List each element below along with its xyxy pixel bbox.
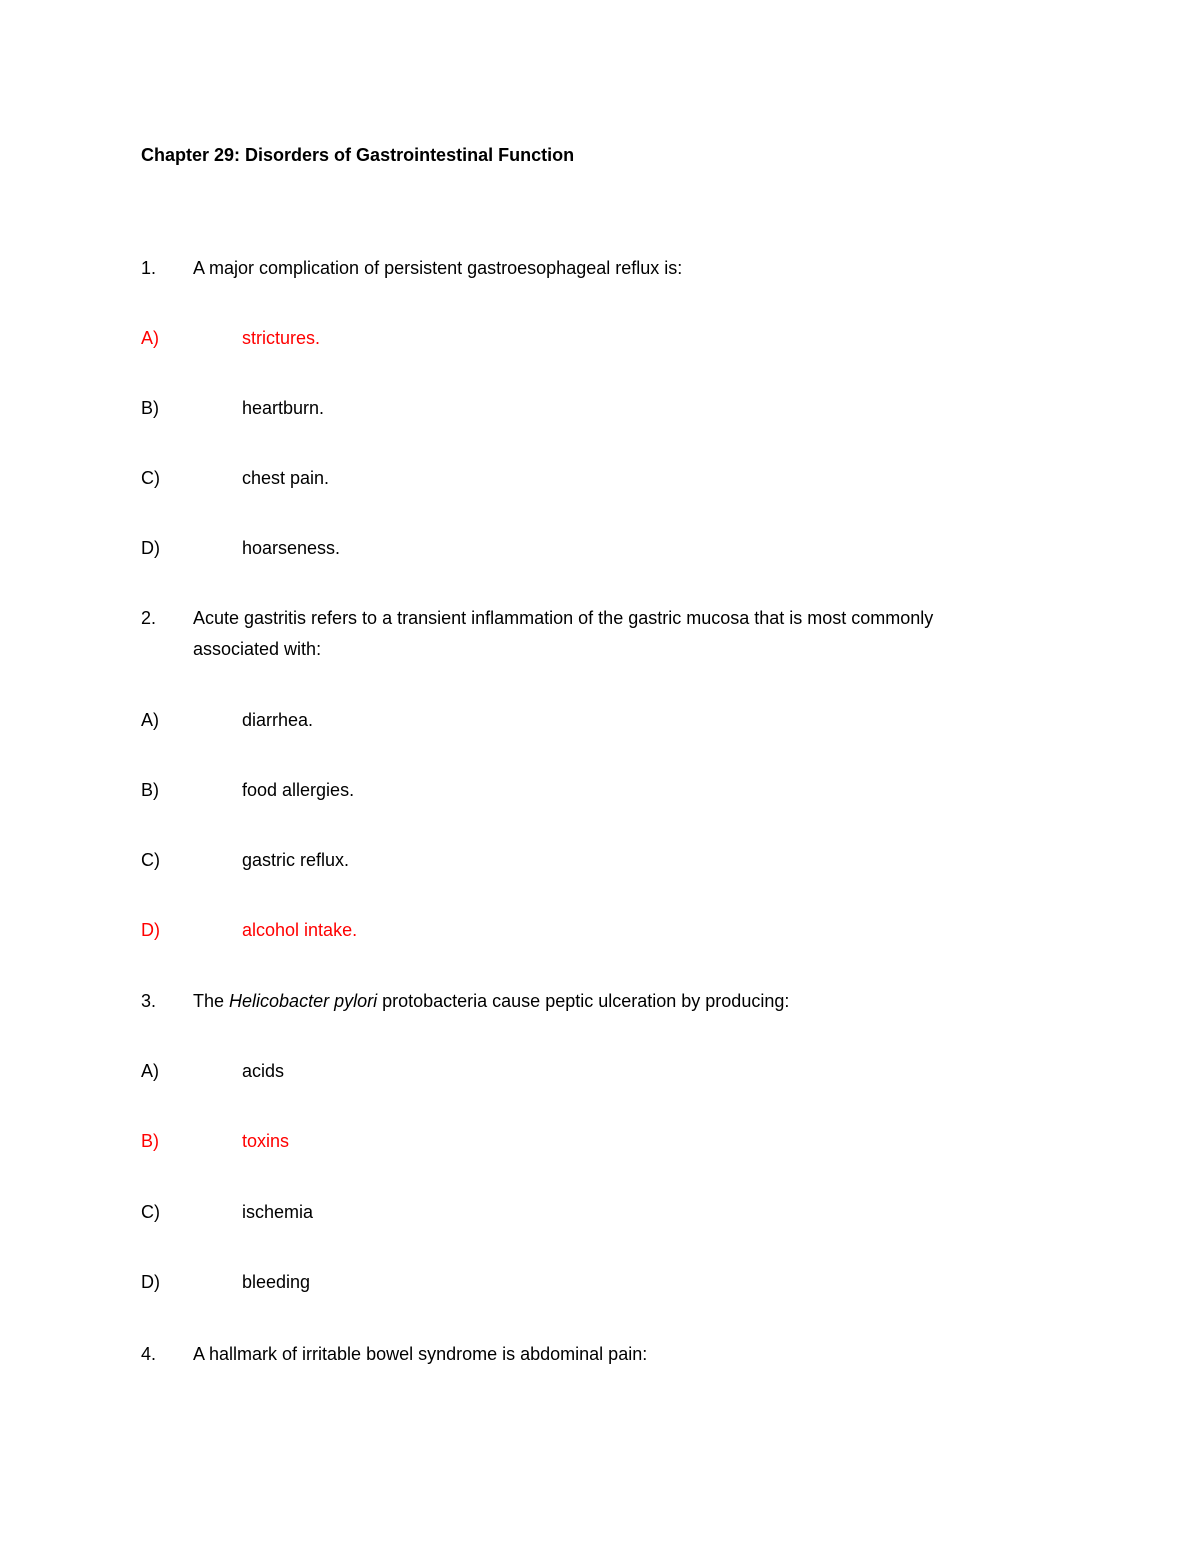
question-text-before: The bbox=[193, 991, 230, 1011]
question-text: A major complication of persistent gastroesophageal reflux is: bbox=[193, 258, 683, 278]
option-text-correct: strictures. bbox=[242, 328, 321, 348]
question-number: 1. bbox=[141, 258, 157, 278]
question-number: 3. bbox=[141, 991, 157, 1011]
page-title: Chapter 29: Disorders of Gastrointestinal Function bbox=[141, 145, 575, 165]
option-letter: A) bbox=[141, 1061, 159, 1081]
option-text: heartburn. bbox=[242, 398, 325, 418]
option-text: chest pain. bbox=[242, 468, 330, 488]
option-text: diarrhea. bbox=[242, 710, 314, 730]
question-text-after: protobacteria cause peptic ulceration by producing: bbox=[377, 991, 790, 1011]
option-letter: C) bbox=[141, 850, 160, 870]
organism-name: Helicobacter pylori bbox=[229, 991, 378, 1011]
option-text: hoarseness. bbox=[242, 538, 341, 558]
question-text bbox=[193, 986, 789, 1017]
option-text-correct: alcohol intake. bbox=[242, 920, 358, 940]
option-text: gastric reflux. bbox=[242, 850, 350, 870]
option-text: bleeding bbox=[242, 1272, 311, 1292]
option-letter: D) bbox=[141, 538, 160, 558]
option-letter: D) bbox=[141, 1272, 160, 1292]
option-letter: B) bbox=[141, 780, 159, 800]
option-letter: C) bbox=[141, 1202, 160, 1222]
question-text-continued: associated with: bbox=[193, 639, 322, 659]
option-text: food allergies. bbox=[242, 780, 355, 800]
option-letter: B) bbox=[141, 398, 159, 418]
question-text: Acute gastritis refers to a transient inflammation of the gastric mucosa that is most commonly bbox=[193, 608, 934, 628]
option-letter: A) bbox=[141, 710, 159, 730]
option-text-correct: toxins bbox=[242, 1131, 290, 1151]
option-text: acids bbox=[242, 1061, 285, 1081]
option-letter: C) bbox=[141, 468, 160, 488]
question-number: 4. bbox=[141, 1344, 157, 1364]
option-letter: B) bbox=[141, 1131, 159, 1151]
option-letter: A) bbox=[141, 328, 159, 348]
question-text: A hallmark of irritable bowel syndrome is abdominal pain: bbox=[193, 1344, 648, 1364]
option-letter: D) bbox=[141, 920, 160, 940]
question-number: 2. bbox=[141, 608, 157, 628]
option-text: ischemia bbox=[242, 1202, 314, 1222]
